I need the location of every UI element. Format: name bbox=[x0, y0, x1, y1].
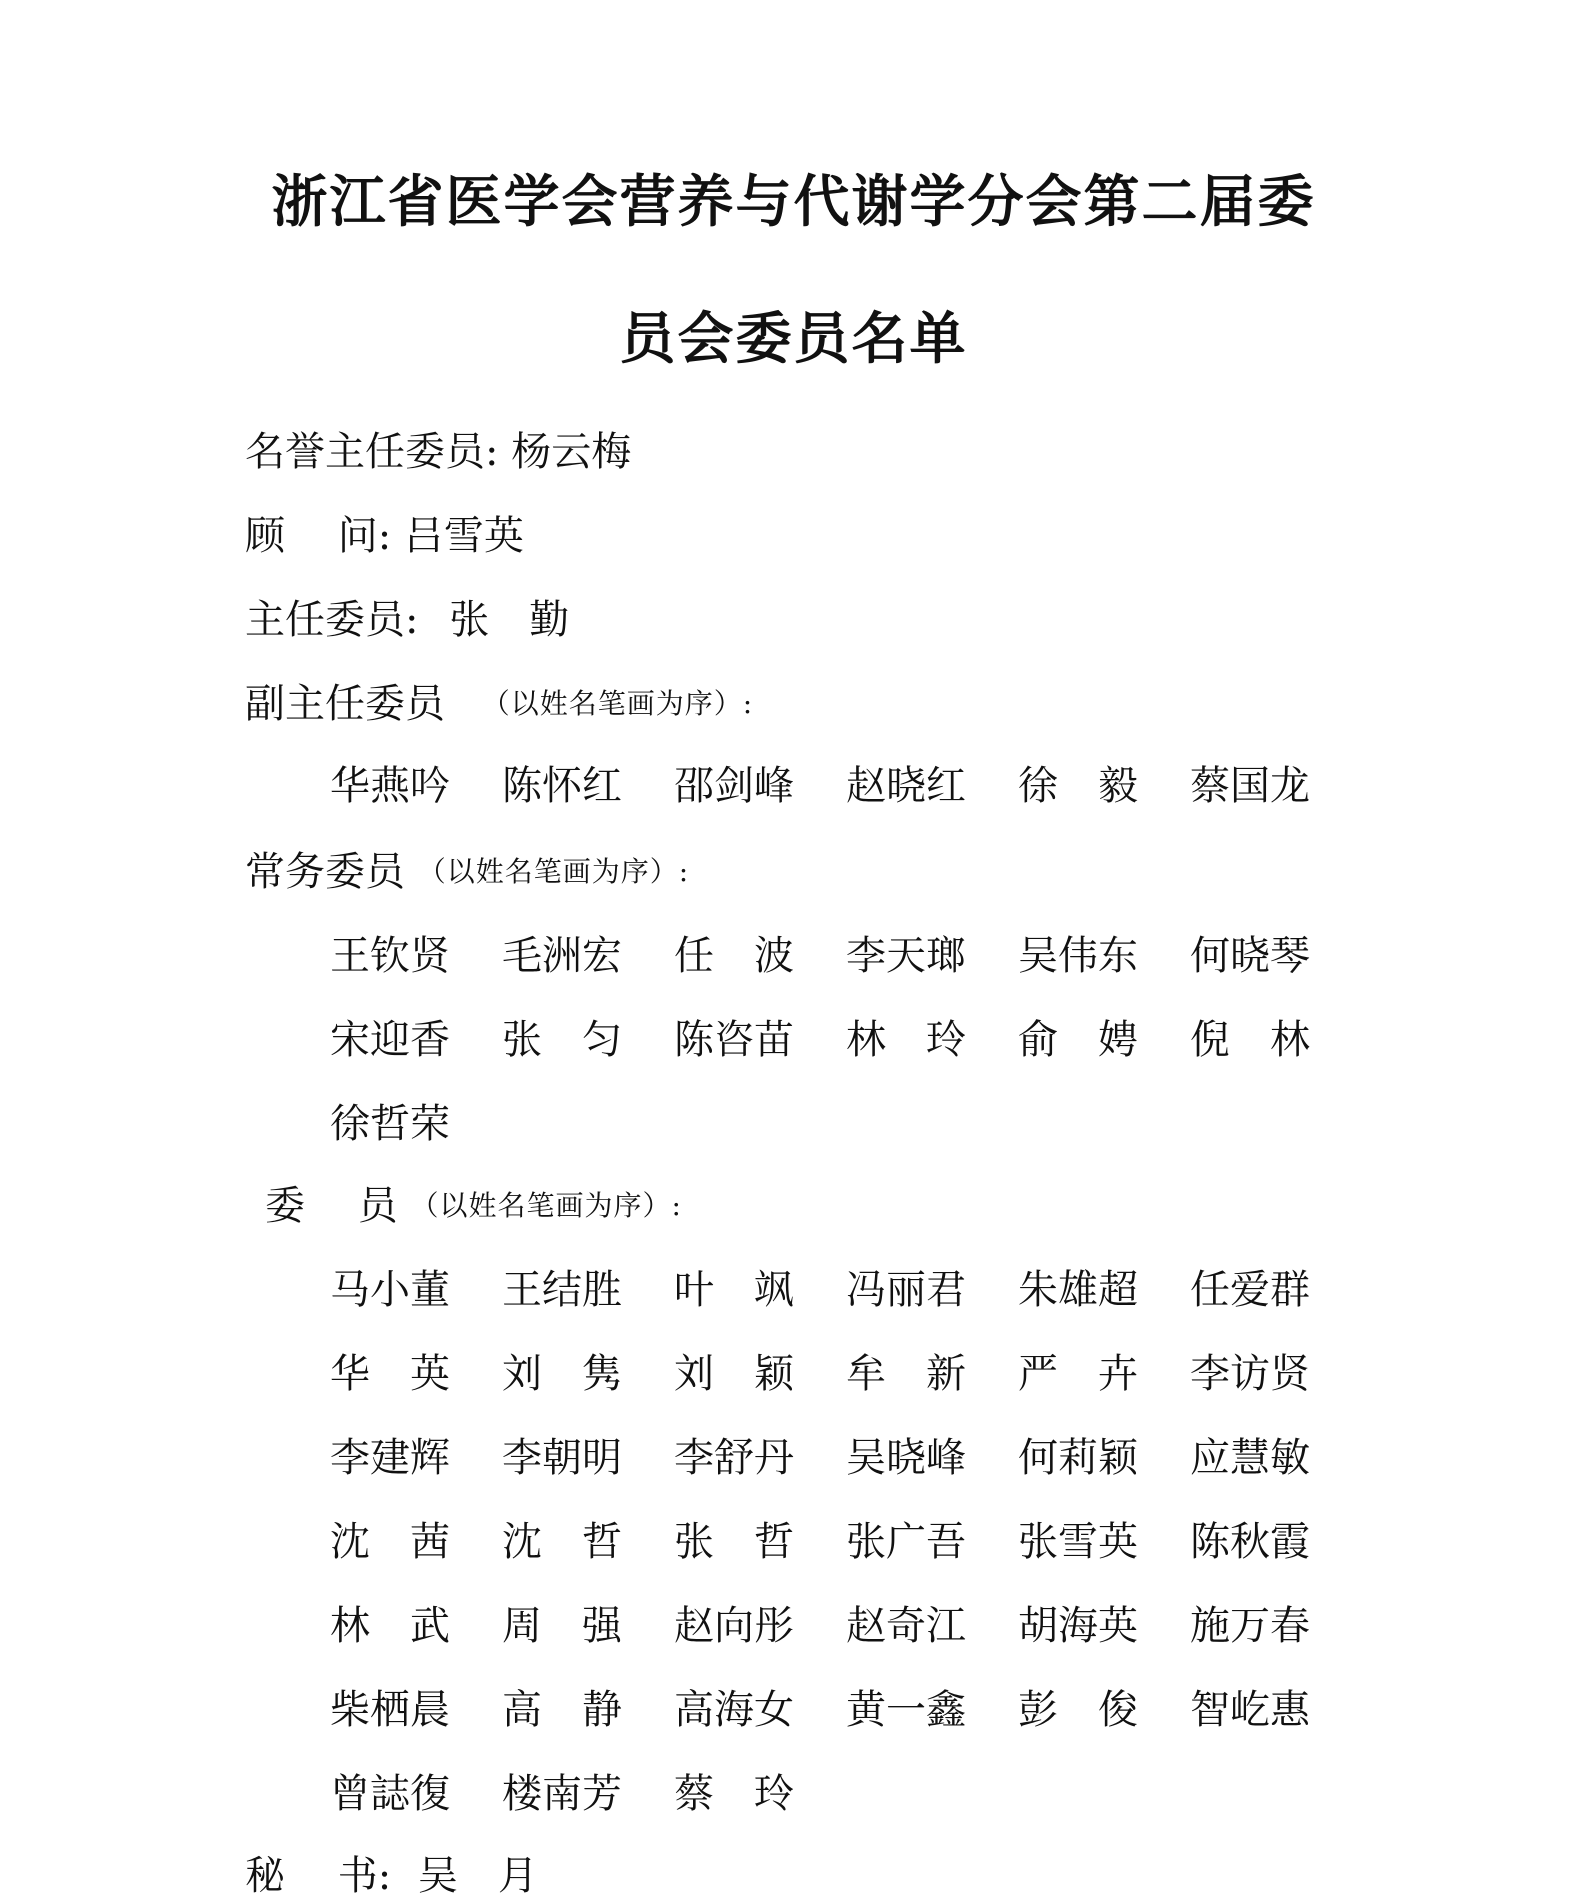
members-note: （以姓名笔画为序）: bbox=[410, 1189, 682, 1222]
member-name: 沈 茜 bbox=[330, 1519, 450, 1565]
member-name: 林 玲 bbox=[846, 1017, 966, 1063]
member-name: 李访贤 bbox=[1190, 1351, 1310, 1397]
chair-row bbox=[245, 596, 569, 644]
member-name: 张雪英 bbox=[1018, 1519, 1138, 1565]
member-name: 黄一鑫 bbox=[846, 1687, 966, 1733]
standing-members-label: 常务委员 bbox=[245, 849, 405, 895]
member-name: 李建辉 bbox=[330, 1435, 450, 1481]
member-name: 智屹惠 bbox=[1190, 1687, 1310, 1733]
member-name: 王结胜 bbox=[502, 1267, 622, 1313]
member-name: 严 卉 bbox=[1018, 1351, 1138, 1397]
secretary-label: 秘 书: bbox=[245, 1853, 392, 1899]
member-name: 李朝明 bbox=[502, 1435, 622, 1481]
member-name: 高海女 bbox=[674, 1687, 794, 1733]
member-name: 倪 林 bbox=[1190, 1017, 1310, 1063]
member-name: 叶 飒 bbox=[674, 1267, 794, 1313]
member-name: 吴晓峰 bbox=[846, 1435, 966, 1481]
standing-members-heading bbox=[245, 848, 689, 896]
member-name: 蔡国龙 bbox=[1190, 763, 1310, 809]
member-name: 任 波 bbox=[674, 933, 794, 979]
member-name: 赵向彤 bbox=[674, 1603, 794, 1649]
vice-chairs-heading bbox=[245, 680, 753, 728]
member-name: 柴栖晨 bbox=[330, 1687, 450, 1733]
standing-members-note: （以姓名笔画为序）: bbox=[417, 855, 690, 888]
member-name: 赵晓红 bbox=[846, 763, 966, 809]
member-name: 蔡 玲 bbox=[674, 1771, 794, 1817]
member-name: 陈怀红 bbox=[502, 763, 622, 809]
member-name: 胡海英 bbox=[1018, 1603, 1138, 1649]
member-name: 冯丽君 bbox=[846, 1267, 966, 1313]
member-name: 任爱群 bbox=[1190, 1267, 1310, 1313]
member-name: 宋迎香 bbox=[330, 1017, 450, 1063]
members-label: 委 员 bbox=[265, 1183, 398, 1229]
chair-name: 张 勤 bbox=[449, 597, 570, 643]
member-name: 马小董 bbox=[330, 1267, 450, 1313]
advisor-name: 吕雪英 bbox=[403, 513, 524, 559]
member-name: 高 静 bbox=[502, 1687, 622, 1733]
member-name: 牟 新 bbox=[846, 1351, 966, 1397]
member-name: 李天瑯 bbox=[846, 933, 966, 979]
member-name: 朱雄超 bbox=[1018, 1267, 1138, 1313]
member-name: 陈咨苗 bbox=[674, 1017, 794, 1063]
member-name: 彭 俊 bbox=[1018, 1687, 1138, 1733]
member-name: 张广吾 bbox=[846, 1519, 966, 1565]
member-name: 张 匀 bbox=[502, 1017, 622, 1063]
member-name: 曾誌復 bbox=[330, 1771, 450, 1817]
document-title-line-2: 员会委员名单 bbox=[619, 306, 968, 372]
member-name: 俞 娉 bbox=[1018, 1017, 1138, 1063]
vice-chairs-note: （以姓名笔画为序）: bbox=[481, 687, 754, 720]
member-name: 楼南芳 bbox=[502, 1771, 622, 1817]
member-name: 何晓琴 bbox=[1190, 933, 1310, 979]
member-name: 毛洲宏 bbox=[502, 933, 622, 979]
member-name: 何莉颖 bbox=[1018, 1435, 1138, 1481]
member-name: 徐 毅 bbox=[1018, 763, 1138, 809]
member-name: 应慧敏 bbox=[1190, 1435, 1310, 1481]
member-name: 李舒丹 bbox=[674, 1435, 794, 1481]
secretary-row bbox=[245, 1852, 538, 1900]
member-name: 赵奇江 bbox=[846, 1603, 966, 1649]
advisor-row bbox=[245, 512, 524, 560]
secretary-name: 吴 月 bbox=[417, 1853, 538, 1899]
member-name: 沈 哲 bbox=[502, 1519, 622, 1565]
member-name: 华 英 bbox=[330, 1351, 450, 1397]
member-name: 陈秋霞 bbox=[1190, 1519, 1310, 1565]
member-name: 周 强 bbox=[502, 1603, 622, 1649]
member-name: 吴伟东 bbox=[1018, 933, 1138, 979]
honorary-chair-label: 名誉主任委员: bbox=[245, 429, 499, 475]
member-name: 刘 隽 bbox=[502, 1351, 622, 1397]
member-name: 徐哲荣 bbox=[330, 1101, 450, 1147]
advisor-label: 顾 问: bbox=[245, 513, 392, 559]
chair-label: 主任委员: bbox=[245, 597, 419, 643]
members-heading bbox=[265, 1182, 682, 1230]
member-name: 林 武 bbox=[330, 1603, 450, 1649]
member-name: 施万春 bbox=[1190, 1603, 1310, 1649]
member-name: 王钦贤 bbox=[330, 933, 450, 979]
member-name: 华燕吟 bbox=[330, 763, 450, 809]
member-name: 张 哲 bbox=[674, 1519, 794, 1565]
vice-chairs-label: 副主任委员 bbox=[245, 681, 445, 727]
document-title-line-1: 浙江省医学会营养与代谢学分会第二届委 bbox=[271, 169, 1316, 235]
honorary-chair-name: 杨云梅 bbox=[511, 429, 632, 475]
honorary-chair-row bbox=[245, 428, 631, 476]
member-name: 邵剑峰 bbox=[674, 763, 794, 809]
member-name: 刘 颖 bbox=[674, 1351, 794, 1397]
